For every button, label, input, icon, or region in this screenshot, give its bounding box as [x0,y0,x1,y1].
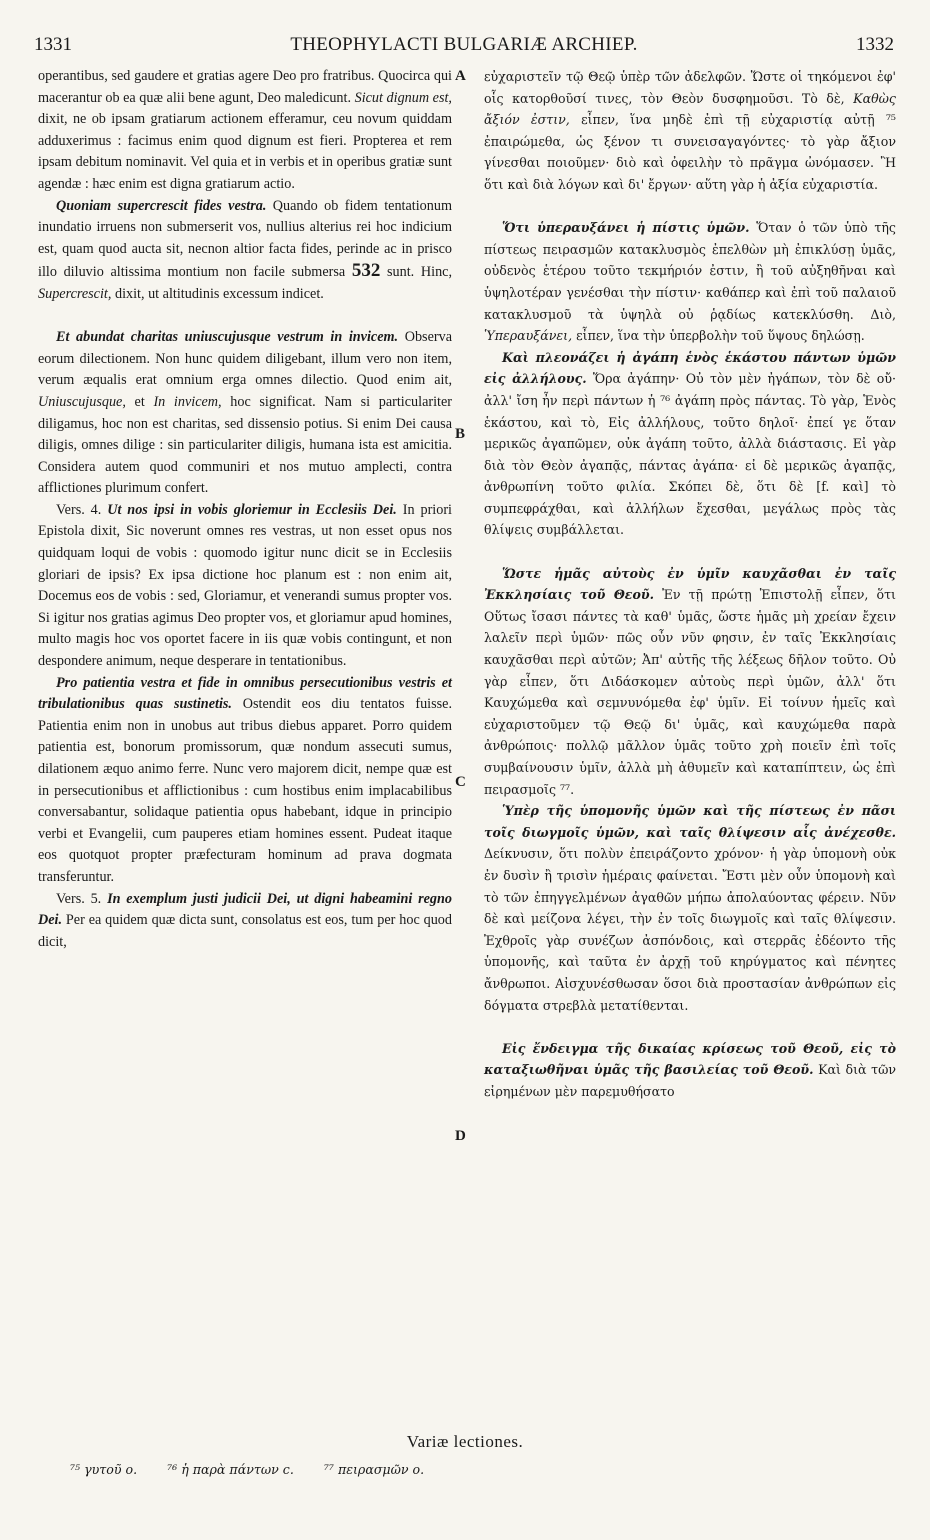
latin-paragraph-1: operantibus, sed gaudere et gratias agere Deo pro fratribus. Quocirca qui macerantur ob ea quæ alii bene agunt, Deo maledicunt. Sicut dignum est, dixit, ne ob ipsam gratiarum actionem efferamur, ceu novum quiddam adduxerimus : facimus enim quod dignum est fieri. Propterea et rem ipsam debitum nominavit. Vel quia et in verbis et in operibus gratiæ sunt agendæ : hæc enim est digna gratiarum actio. [38,68,452,192]
page-header [34,34,894,64]
column-number: 532 [351,260,381,282]
section-marker-b: B [455,426,466,442]
section-marker-a: A [455,68,466,84]
latin-paragraph-6: Vers. 5. In exemplum justi judicii Dei, ut digni habeamini regno Dei. Per ea quidem quæ dicta sunt, consolatus est eos, tum per hoc quod dicit, [38,890,453,950]
latin-paragraph-5: Pro patientia vestra et fide in omnibus persecutionibus vestris et tribulationibus quas sustinetis. Ostendit eos diu tentatos fuisse. Patientia enim non in unobus aut tribus diebus apparet. Porro quidem patientia est, bonorum promissorum, quæ nondum assecuti sumus, dilationem æquo animo ferre. Nunc vero majorem dicit, nempe quæ est in persecutionibus et afflictionibus : cum hostibus enim implacabilibus conversabantur, solidaque patientia opus habebant, idque in principio verbi et Evangelii, cum pauperes etiam homines essent. Pudeat itaque eos quotquot propter præfecturam hominum ad prava dogmata transferuntur. [38,674,452,885]
greek-paragraph-5: Ὑπὲρ τῆς ὑπομονῆς ὑμῶν καὶ τῆς πίστεως ἐν πᾶσι τοῖς διωγμοῖς ὑμῶν, καὶ ταῖς θλίψεσιν αἷς ἀνέχεσθε. Δείκνυσιν, ὅτι πολὺν ἐπειράζοντο χρόνον· ἡ γὰρ ὑπομονὴ οὐκ ἐν δυσὶν ἢ τρισὶν ἡμέραις φαίνεται. Ἔστι μὲν οὖν ὑπομονὴ καὶ τὸ τῶν ἐπηγγελμένων ἀγαθῶν μήπω ἀπολαύοντας φέρειν. Νῦν δὲ καὶ μείζονα λέγει, τὴν ἐν τοῖς διωγμοῖς καὶ ταῖς θλίψεσιν. Ἐχθροῖς γὰρ συνέζων ἀσπόνδοις, καὶ στερρᾶς ἐδέοντο τῆς ὑπομονῆς, καὶ ταῦτα ἐν ἀρχῇ τοῦ κηρύγματος καὶ πένητες ἄνθρωποι. Αἰσχυνέσθωσαν ὅσοι διὰ προστασίαν ἀνθρώπων εἰς δόγματα στρεβλὰ μετατίθενται. [484,803,896,1013]
page-number-left: 1331 [34,34,72,55]
variae-lectiones-notes [70,1462,450,1477]
variant-note-76: ⁷⁶ ἡ παρὰ πάντων c. [167,1462,294,1477]
latin-paragraph-2: Quoniam supercrescit fides vestra. Quando ob fidem tentationum inundatio irruens non submerserit vos, nullius alterius rei hoc indicium est, quam quod aucta sit, necnon altior facta fides, perinde ac in prisco illo diluvio altissima montium non facile submersa 532 sunt. Hinc, Supercrescit, dixit, ut altitudinis excessum indicet. [38,197,453,302]
section-marker-c: C [455,774,466,790]
section-marker-d: D [455,1128,466,1144]
greek-paragraph-4: Ὥστε ἡμᾶς αὐτοὺς ἐν ὑμῖν καυχᾶσθαι ἐν ταῖς Ἐκκλησίαις τοῦ Θεοῦ. Ἐν τῇ πρώτῃ Ἐπιστολῇ εἶπεν, ὅτι Οὕτως ἴσασι πάντες τὰ καθ' ὑμᾶς, ὥστε ἡμᾶς μὴ χρείαν ἔχειν λαλεῖν περὶ ὑμῶν· πῶς οὖν νῦν φησιν, ἐν ταῖς Ἐκκλησίαις καυχᾶσθαι περὶ αὐτῶν; Ἀπ' αὐτῆς τῆς λέξεως δῆλον τοῦτο. Οὐ γὰρ εἶπεν, ὅτι Διδάσκομεν αὐτοὺς περὶ ὑμῶν, ἀλλ' ὅτι Καυχώμεθα καὶ σεμνυνόμεθα ἐφ' ὑμῖν. Εἰ τοίνυν ἡμεῖς καὶ εὐχαριστοῦμεν τῷ Θεῷ δι' ὑμᾶς, καὶ καυχώμεθα παρὰ ἀνθρώποις· πολλῷ μᾶλλον ὑμᾶς τοῦτο χρὴ ποιεῖν ἐπὶ τοῖς συμβαίνουσιν ὑμῖν, ἀλλὰ μὴ ἀθυμεῖν καὶ καταπίπτειν, ὡς ἐπὶ πειρασμοῖς ⁷⁷. [484,565,896,797]
greek-column [484,66,896,1103]
greek-paragraph-1: εὐχαριστεῖν τῷ Θεῷ ὑπὲρ τῶν ἀδελφῶν. Ὥστε οἱ τηκόμενοι ἐφ' οἷς κατορθοῦσί τινες, τὸν Θεὸν δυσφημοῦσι. Τὸ δὲ, Καθὼς ἄξιόν ἐστιν, εἶπεν, ἵνα μηδὲ ἐπὶ τῇ εὐχαριστίᾳ αὐτῇ ⁷⁵ ἐπαιρώμεθα, ὡς ξένον τι συνεισαγαγόντες· τὸ γὰρ ἄξιον γίνεσθαι ποιοῦμεν· διὸ καὶ ὀφειλὴν τὸ πρᾶγμα ὠνόμασεν. Ἢ ὅτι καὶ διὰ λόγων καὶ δι' ἔργων· αὕτη γὰρ ἡ ἀξία εὐχαριστία. [484,69,896,192]
latin-paragraph-3: Et abundat charitas uniuscujusque vestrum in invicem. Observa eorum dilectionem. Non hunc quidem diligebant, illum vero non item, verum æqualis erat omnium erga omnes dilectio. Quod enim ait, Uniuscujusque, et In invicem, hoc significat. Nam si particulariter diligamus, hoc non est charitas, sed dissensio potius. Si enim Dei causa diligis, omnes dilige : sin particulariter diligis, humana ista est amicitia. Considera autem quod communiri et nos mutuo amplecti, contra afflictiones plurimum confert. [38,329,452,497]
running-title: THEOPHYLACTI BULGARIÆ ARCHIEP. [290,34,638,55]
greek-paragraph-6: Εἰς ἔνδειγμα τῆς δικαίας κρίσεως τοῦ Θεοῦ, εἰς τὸ καταξιωθῆναι ὑμᾶς τῆς βασιλείας τοῦ Θεοῦ. Καὶ διὰ τῶν εἰρημένων μὲν παρεμυθήσατο [484,1040,897,1099]
greek-paragraph-3: Καὶ πλεονάζει ἡ ἀγάπη ἑνὸς ἑκάστου πάντων ὑμῶν εἰς ἀλλήλους. Ὅρα ἀγάπην· Οὐ τὸν μὲν ἠγάπων, τὸν δὲ οὔ· ἀλλ' ἴση ἦν περὶ πάντων ἡ ⁷⁶ ἀγάπη πρὸς πάντας. Τὸ γὰρ, Ἑνὸς ἑκάστου, καὶ τὸ, Εἰς ἀλλήλους, τοῦτο δηλοῖ· ἐπεί γε ὅταν μερικῶς ἀγαπῶμεν, οὐκ ἀγάπη τοῦτο, ἀλλὰ διάστασις. Εἰ γὰρ διὰ τὸν Θεὸν ἀγαπᾷς, πάντας ἀγάπα· εἰ δὲ μερικῶς ἀγαπᾷς, ἀνθρωπίνη τοῦτο φιλία. Σκόπει δὲ, ὅτι δὲ [f. καὶ] τὸ συμπεφράχθαι, καὶ ἀλλήλων ἔχεσθαι, μεγάλως πρὸς τὰς θλίψεις συμβάλλεται. [484,349,896,538]
greek-paragraph-2: Ὅτι ὑπεραυξάνει ἡ πίστις ὑμῶν. Ὅταν ὁ τῶν ὑπὸ τῆς πίστεως πειρασμῶν κατακλυσμὸς ἐπελθὼν μὴ ἐπικλύσῃ ὑμᾶς, οὐδενὸς ἑτέρου τοῦτο τεκμήριόν ἐστιν, ἢ τοῦ αὐξηθῆναι καὶ ὑψηλοτέραν γενέσθαι τὴν πίστιν· καθάπερ καὶ ἐπὶ τοῦ παλαιοῦ κατακλυσμοῦ τὰ ὑψηλὰ οὐ ῥᾳδίως κατεκλύσθη. Διὸ, Ὑπεραυξάνει, εἶπεν, ἵνα τὴν ὑπερβολὴν τοῦ ὕψους δηλώσῃ. [484,220,896,344]
variant-note-75: ⁷⁵ γυτοῦ ο. [70,1462,138,1477]
variant-note-77: ⁷⁷ πειρασμῶν ο. [323,1462,425,1477]
latin-paragraph-4: Vers. 4. Ut nos ipsi in vobis gloriemur in Ecclesiis Dei. In priori Epistola dixit, Sic noverunt omnes res vestras, ut non esset opus nos quidquam loqui de vobis : quomodo igitur nunc dicit se in Ecclesiis gloriari de ipsis? Ex ipsa dictione hoc planum est : non enim ait, Docemus eos de vobis : sed, Gloriamur, et venerandi sumus propter vos. Si igitur nos gratias agimus Deo propter vos, et gloriamur apud homines, multo magis hoc vos oportet facere in iis quæ vobis contingunt, et non despondere animum, neque desperare in tentationibus. [38,501,452,670]
page-number-right: 1332 [856,34,894,55]
latin-column [38,66,452,953]
variae-lectiones-title: Variæ lectiones. [406,1432,524,1451]
